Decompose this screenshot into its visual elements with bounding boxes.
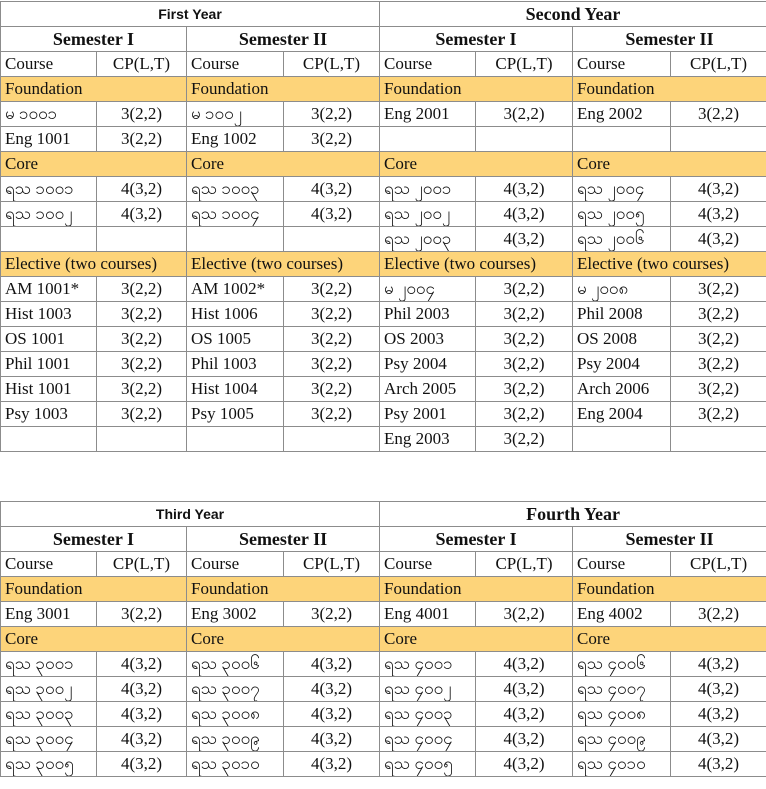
credit-points: 3(2,2) — [284, 352, 380, 377]
category-label: Foundation — [187, 77, 380, 102]
course-code: Phil 2008 — [573, 302, 671, 327]
course-code: Eng 4002 — [573, 602, 671, 627]
course-code: Eng 3002 — [187, 602, 284, 627]
table-row — [1, 402, 766, 427]
credit-points: 4(3,2) — [671, 177, 766, 202]
credit-points: 3(2,2) — [476, 602, 573, 627]
course-code: ရသ ၃၀၀၇ — [187, 677, 284, 702]
course-code: Eng 1001 — [1, 127, 97, 152]
cp-column-header: CP(L,T) — [97, 552, 187, 577]
credit-points: 3(2,2) — [476, 302, 573, 327]
course-code: OS 2003 — [380, 327, 476, 352]
course-code: Psy 2004 — [573, 352, 671, 377]
credit-points: 3(2,2) — [284, 402, 380, 427]
credit-points: 3(2,2) — [671, 352, 766, 377]
course-code: ရသ ၁၀၀၁ — [1, 177, 97, 202]
course-code — [187, 227, 284, 252]
category-row — [1, 152, 766, 177]
course-code: Phil 1001 — [1, 352, 97, 377]
credit-points: 4(3,2) — [671, 652, 766, 677]
credit-points: 3(2,2) — [476, 352, 573, 377]
credit-points: 4(3,2) — [284, 202, 380, 227]
credit-points: 4(3,2) — [97, 202, 187, 227]
course-code: Hist 1001 — [1, 377, 97, 402]
table-row — [1, 702, 766, 727]
semester-title: Semester I — [380, 527, 573, 552]
course-code: ရသ ၁၀၀၃ — [187, 177, 284, 202]
course-code: Hist 1003 — [1, 302, 97, 327]
column-header-row — [1, 52, 766, 77]
course-code: ရသ ၃၀၀၈ — [187, 702, 284, 727]
course-column-header: Course — [1, 52, 97, 77]
semester-title: Semester II — [187, 27, 380, 52]
table-row — [1, 177, 766, 202]
course-code: ရသ ၄၀၀၇ — [573, 677, 671, 702]
category-label: Core — [380, 152, 573, 177]
course-code: Psy 2001 — [380, 402, 476, 427]
credit-points: 4(3,2) — [284, 177, 380, 202]
course-code: ရသ ၃၀၁၀ — [187, 752, 284, 777]
semester-header-row — [1, 27, 766, 52]
year-header-row — [1, 2, 766, 27]
credit-points: 4(3,2) — [284, 652, 380, 677]
course-code: ရသ ၂၀၀၂ — [380, 202, 476, 227]
category-label: Core — [573, 152, 766, 177]
semester-title: Semester I — [1, 27, 187, 52]
category-label: Foundation — [573, 577, 766, 602]
table-row — [1, 302, 766, 327]
credit-points: 3(2,2) — [97, 402, 187, 427]
credit-points: 4(3,2) — [671, 702, 766, 727]
credit-points: 4(3,2) — [671, 727, 766, 752]
category-label: Core — [1, 627, 187, 652]
table-row — [1, 227, 766, 252]
course-code: မ ၂၀၀၈ — [573, 277, 671, 302]
course-code: ရသ ၃၀၀၄ — [1, 727, 97, 752]
table-row — [1, 127, 766, 152]
category-label: Elective (two courses) — [573, 252, 766, 277]
credit-points: 3(2,2) — [97, 352, 187, 377]
credit-points: 4(3,2) — [476, 652, 573, 677]
year-header-row — [1, 502, 766, 527]
credit-points: 3(2,2) — [284, 327, 380, 352]
course-code: ရသ ၂၀၀၃ — [380, 227, 476, 252]
course-code: Eng 2002 — [573, 102, 671, 127]
credit-points: 4(3,2) — [476, 677, 573, 702]
course-column-header: Course — [187, 552, 284, 577]
credit-points: 3(2,2) — [97, 327, 187, 352]
credit-points: 3(2,2) — [671, 377, 766, 402]
category-row — [1, 252, 766, 277]
credit-points: 4(3,2) — [97, 177, 187, 202]
table-row — [1, 277, 766, 302]
credit-points — [97, 427, 187, 452]
course-code: Arch 2005 — [380, 377, 476, 402]
credit-points: 4(3,2) — [97, 652, 187, 677]
credit-points: 4(3,2) — [671, 202, 766, 227]
category-label: Elective (two courses) — [187, 252, 380, 277]
course-code: Eng 1002 — [187, 127, 284, 152]
table-row — [1, 752, 766, 777]
credit-points: 3(2,2) — [97, 602, 187, 627]
cp-column-header: CP(L,T) — [671, 52, 766, 77]
credit-points — [97, 227, 187, 252]
category-label: Core — [187, 627, 380, 652]
credit-points: 4(3,2) — [476, 177, 573, 202]
cp-column-header: CP(L,T) — [671, 552, 766, 577]
credit-points: 3(2,2) — [476, 277, 573, 302]
course-column-header: Course — [573, 52, 671, 77]
credit-points: 3(2,2) — [476, 427, 573, 452]
course-code: Psy 1005 — [187, 402, 284, 427]
table-row — [1, 727, 766, 752]
course-code — [1, 227, 97, 252]
course-code: ရသ ၃၀၀၃ — [1, 702, 97, 727]
semester-title: Semester II — [573, 27, 766, 52]
credit-points: 4(3,2) — [476, 702, 573, 727]
credit-points: 3(2,2) — [284, 302, 380, 327]
cp-column-header: CP(L,T) — [97, 52, 187, 77]
course-code: ရသ ၂၀၀၅ — [573, 202, 671, 227]
category-row — [1, 627, 766, 652]
course-code: OS 1001 — [1, 327, 97, 352]
cp-column-header: CP(L,T) — [476, 552, 573, 577]
semester-title: Semester II — [573, 527, 766, 552]
credit-points — [476, 127, 573, 152]
category-label: Core — [1, 152, 187, 177]
credit-points: 3(2,2) — [476, 402, 573, 427]
credit-points: 3(2,2) — [671, 302, 766, 327]
category-label: Foundation — [380, 577, 573, 602]
credit-points: 3(2,2) — [476, 327, 573, 352]
course-code — [573, 427, 671, 452]
credit-points: 4(3,2) — [671, 227, 766, 252]
table-row — [1, 352, 766, 377]
curriculum-table-years-1-2 — [0, 1, 766, 452]
table-row — [1, 652, 766, 677]
credit-points: 3(2,2) — [671, 277, 766, 302]
year-title: First Year — [1, 2, 380, 27]
course-code: ရသ ၄၀၀၃ — [380, 702, 476, 727]
course-code: Phil 2003 — [380, 302, 476, 327]
credit-points: 3(2,2) — [476, 102, 573, 127]
credit-points: 4(3,2) — [284, 752, 380, 777]
course-code — [573, 127, 671, 152]
credit-points: 3(2,2) — [284, 277, 380, 302]
course-column-header: Course — [380, 552, 476, 577]
credit-points: 4(3,2) — [671, 752, 766, 777]
table-row — [1, 677, 766, 702]
course-code: Eng 2004 — [573, 402, 671, 427]
course-code: ရသ ၃၀၀၆ — [187, 652, 284, 677]
curriculum-table-years-3-4 — [0, 501, 766, 777]
credit-points: 3(2,2) — [671, 102, 766, 127]
table-row — [1, 202, 766, 227]
course-code — [187, 427, 284, 452]
course-code: ရသ ၃၀၀၅ — [1, 752, 97, 777]
category-label: Core — [380, 627, 573, 652]
cp-column-header: CP(L,T) — [284, 552, 380, 577]
credit-points: 4(3,2) — [476, 727, 573, 752]
year-title: Fourth Year — [380, 502, 766, 527]
course-code: ရသ ၂၀၀၆ — [573, 227, 671, 252]
year-title: Third Year — [1, 502, 380, 527]
course-column-header: Course — [573, 552, 671, 577]
course-code: မ ၁၀၀၁ — [1, 102, 97, 127]
credit-points: 3(2,2) — [97, 377, 187, 402]
table-row — [1, 377, 766, 402]
course-column-header: Course — [187, 52, 284, 77]
course-code: Hist 1004 — [187, 377, 284, 402]
credit-points: 4(3,2) — [97, 752, 187, 777]
course-code: ရသ ၄၀၀၆ — [573, 652, 671, 677]
course-column-header: Course — [380, 52, 476, 77]
credit-points: 3(2,2) — [284, 127, 380, 152]
course-code: OS 1005 — [187, 327, 284, 352]
category-row — [1, 77, 766, 102]
column-header-row — [1, 552, 766, 577]
course-code: ရသ ၃၀၀၂ — [1, 677, 97, 702]
course-code: Hist 1006 — [187, 302, 284, 327]
credit-points — [671, 127, 766, 152]
course-code: မ ၁၀၀၂ — [187, 102, 284, 127]
course-code — [380, 127, 476, 152]
semester-title: Semester I — [1, 527, 187, 552]
category-label: Elective (two courses) — [1, 252, 187, 277]
table-row — [1, 102, 766, 127]
credit-points: 3(2,2) — [284, 377, 380, 402]
credit-points — [671, 427, 766, 452]
course-code: ရသ ၃၀၀၉ — [187, 727, 284, 752]
table-row — [1, 602, 766, 627]
credit-points: 4(3,2) — [476, 202, 573, 227]
semester-header-row — [1, 527, 766, 552]
category-label: Elective (two courses) — [380, 252, 573, 277]
course-code: ရသ ၃၀၀၁ — [1, 652, 97, 677]
credit-points: 3(2,2) — [97, 302, 187, 327]
year-title: Second Year — [380, 2, 766, 27]
credit-points: 4(3,2) — [97, 677, 187, 702]
credit-points — [284, 227, 380, 252]
course-code: AM 1001* — [1, 277, 97, 302]
course-code: Eng 4001 — [380, 602, 476, 627]
credit-points: 4(3,2) — [476, 227, 573, 252]
semester-title: Semester II — [187, 527, 380, 552]
credit-points: 3(2,2) — [284, 102, 380, 127]
credit-points: 4(3,2) — [97, 702, 187, 727]
credit-points: 4(3,2) — [284, 677, 380, 702]
course-code: Phil 1003 — [187, 352, 284, 377]
course-code: ရသ ၄၀၀၂ — [380, 677, 476, 702]
credit-points: 4(3,2) — [476, 752, 573, 777]
course-code: ရသ ၂၀၀၄ — [573, 177, 671, 202]
credit-points: 4(3,2) — [97, 727, 187, 752]
course-code: Psy 1003 — [1, 402, 97, 427]
category-label: Foundation — [1, 577, 187, 602]
course-code — [1, 427, 97, 452]
credit-points — [284, 427, 380, 452]
credit-points: 3(2,2) — [671, 402, 766, 427]
credit-points: 3(2,2) — [97, 127, 187, 152]
course-code: Eng 3001 — [1, 602, 97, 627]
credit-points: 3(2,2) — [97, 277, 187, 302]
course-column-header: Course — [1, 552, 97, 577]
category-row — [1, 577, 766, 602]
course-code: မ ၂၀၀၄ — [380, 277, 476, 302]
semester-title: Semester I — [380, 27, 573, 52]
course-code: Arch 2006 — [573, 377, 671, 402]
course-code: ရသ ၄၀၀၅ — [380, 752, 476, 777]
cp-column-header: CP(L,T) — [284, 52, 380, 77]
credit-points: 3(2,2) — [671, 327, 766, 352]
course-code: ရသ ၄၀၀၄ — [380, 727, 476, 752]
course-code: Eng 2001 — [380, 102, 476, 127]
category-label: Foundation — [187, 577, 380, 602]
course-code: OS 2008 — [573, 327, 671, 352]
course-code: AM 1002* — [187, 277, 284, 302]
course-code: ရသ ၁၀၀၄ — [187, 202, 284, 227]
course-code: ရသ ၁၀၀၂ — [1, 202, 97, 227]
category-label: Core — [187, 152, 380, 177]
course-code: ရသ ၄၀၀၉ — [573, 727, 671, 752]
credit-points: 3(2,2) — [476, 377, 573, 402]
category-label: Foundation — [380, 77, 573, 102]
table-row — [1, 427, 766, 452]
credit-points: 4(3,2) — [284, 727, 380, 752]
cp-column-header: CP(L,T) — [476, 52, 573, 77]
course-code: ရသ ၄၀၁၀ — [573, 752, 671, 777]
course-code: ရသ ၂၀၀၁ — [380, 177, 476, 202]
course-code: ရသ ၄၀၀၈ — [573, 702, 671, 727]
credit-points: 3(2,2) — [284, 602, 380, 627]
category-label: Foundation — [573, 77, 766, 102]
credit-points: 3(2,2) — [671, 602, 766, 627]
table-row — [1, 327, 766, 352]
credit-points: 4(3,2) — [284, 702, 380, 727]
credit-points: 3(2,2) — [97, 102, 187, 127]
course-code: Psy 2004 — [380, 352, 476, 377]
category-label: Foundation — [1, 77, 187, 102]
credit-points: 4(3,2) — [671, 677, 766, 702]
course-code: Eng 2003 — [380, 427, 476, 452]
course-code: ရသ ၄၀၀၁ — [380, 652, 476, 677]
category-label: Core — [573, 627, 766, 652]
